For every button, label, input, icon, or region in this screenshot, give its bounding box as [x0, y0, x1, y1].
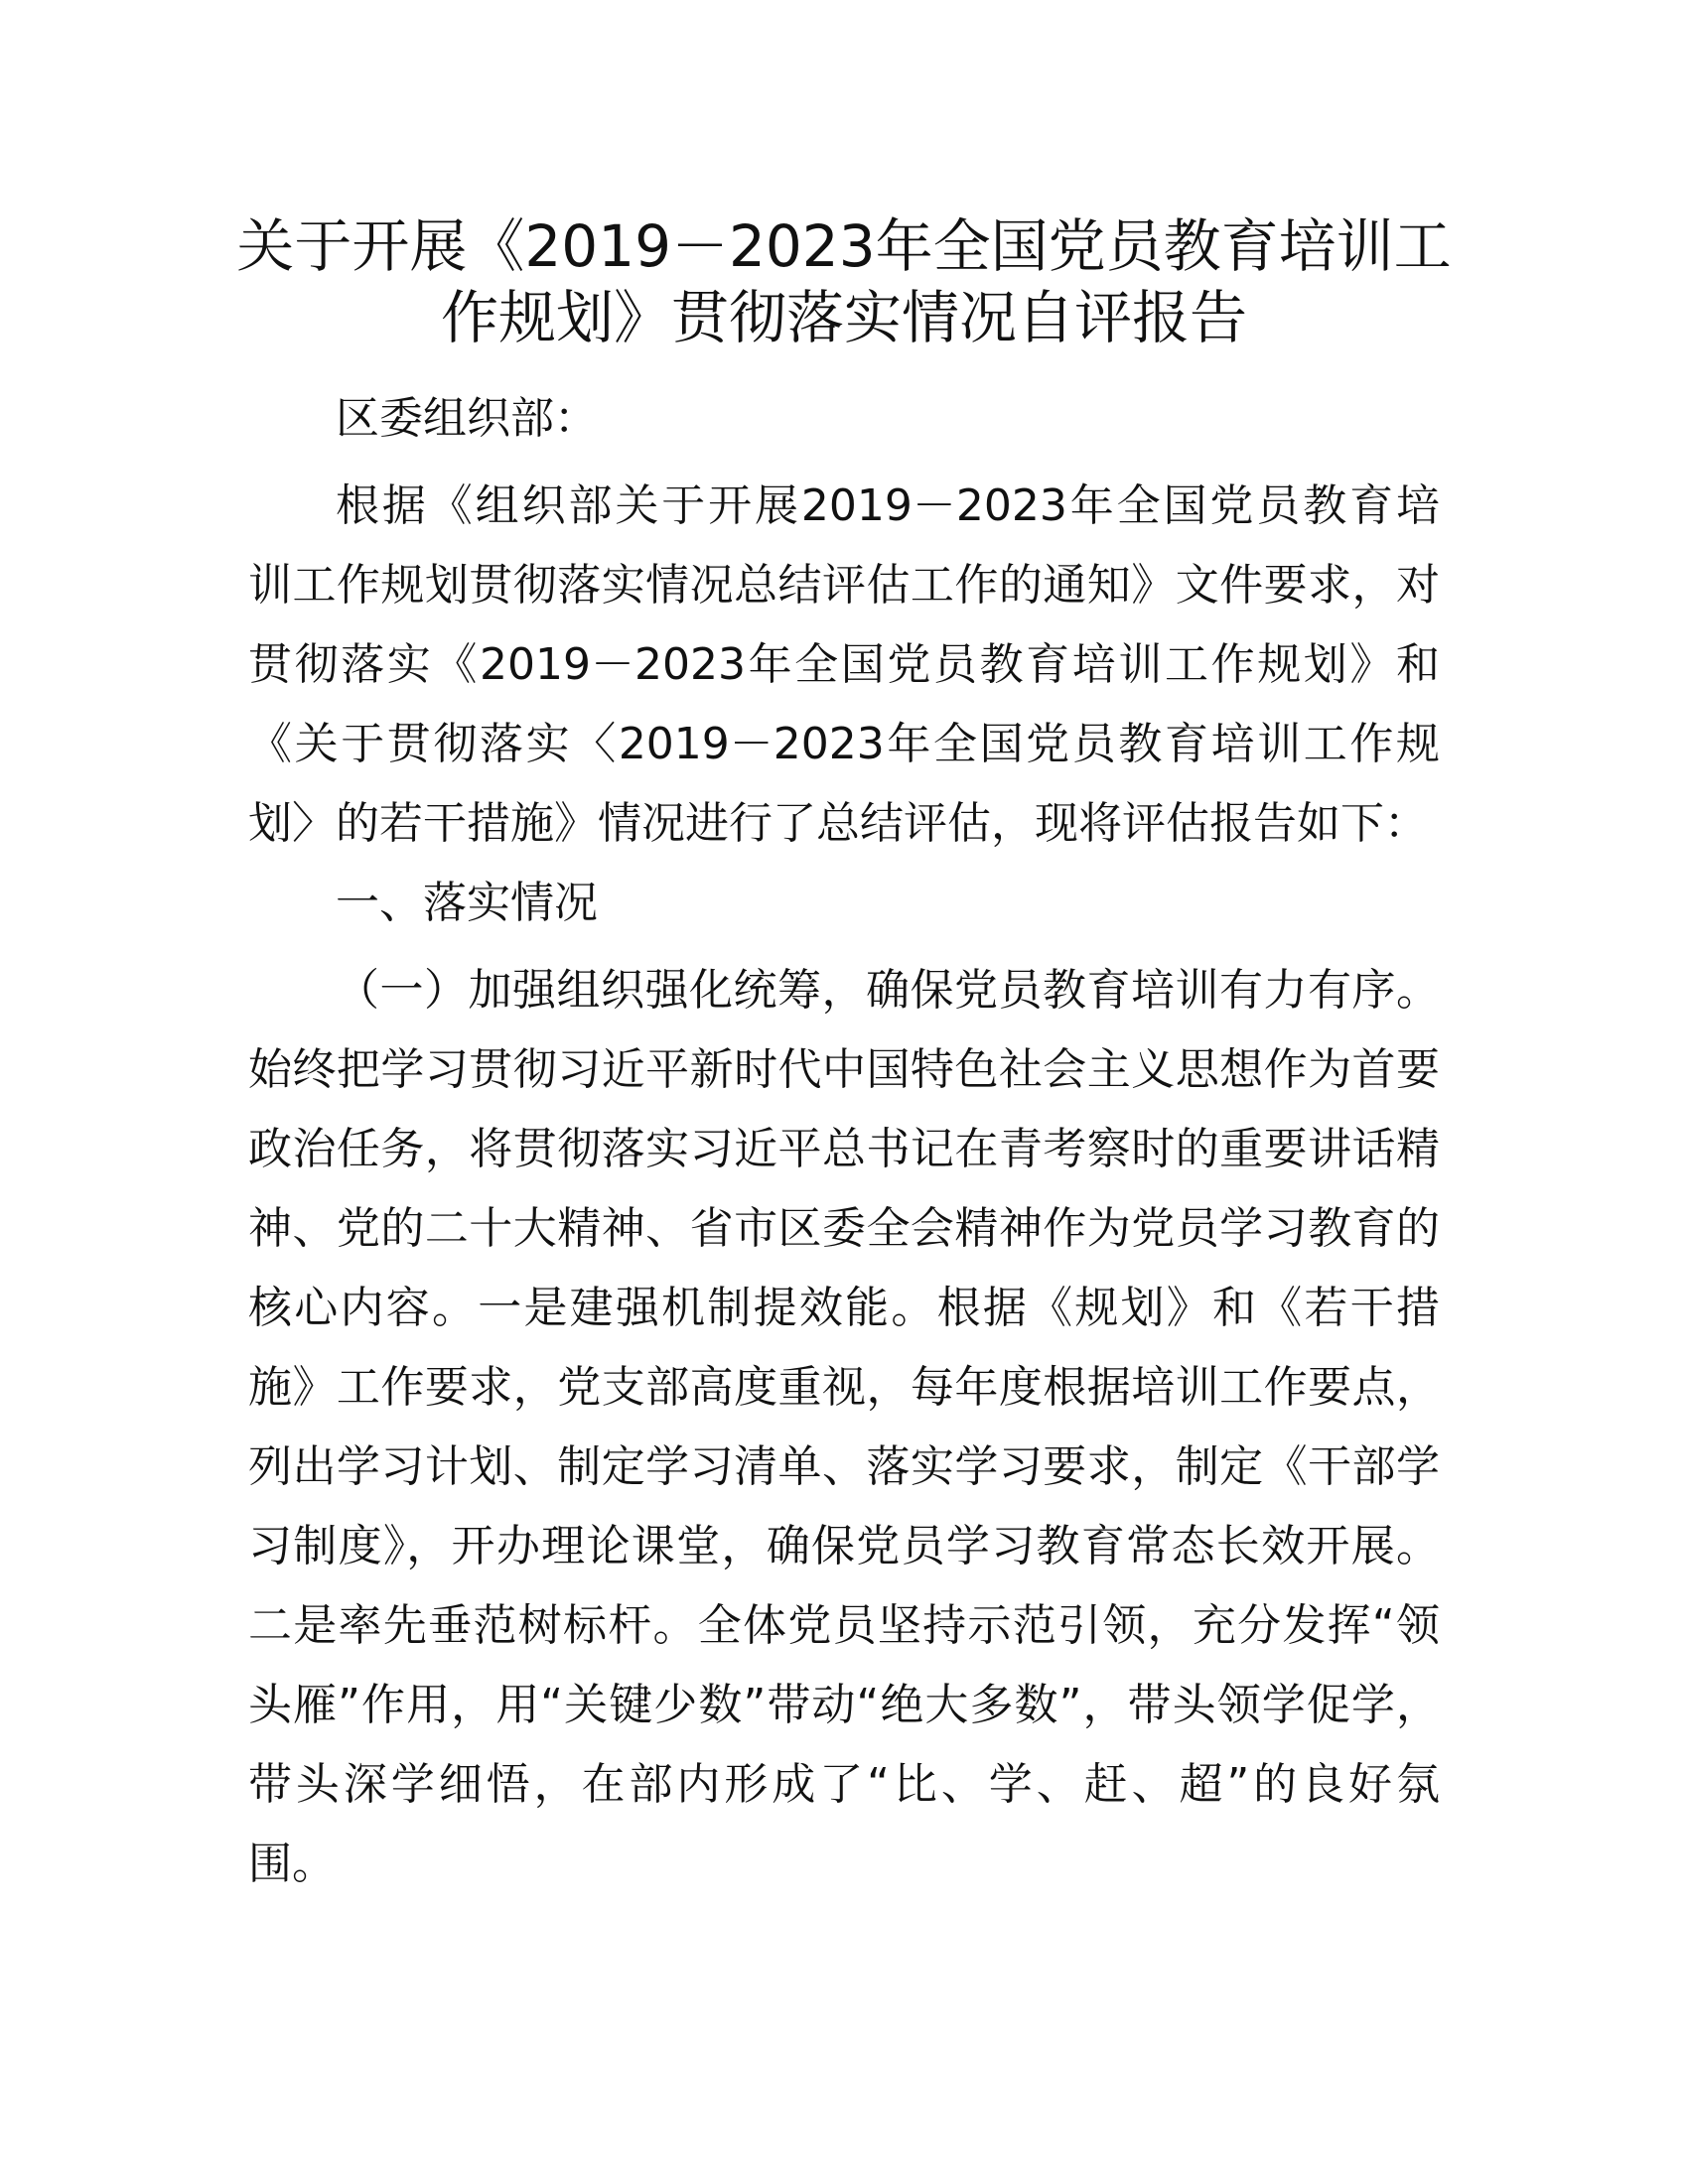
section-body-line-6: 施》工作要求，党支部高度重视，每年度根据培训工作要点，: [248, 1362, 1440, 1413]
document-title-line-2: 作规划》贯彻落实情况自评报告: [440, 284, 1247, 351]
intro-line-1: 根据《组织部关于开展2019－2023年全国党员教育培: [336, 480, 1440, 531]
section-body-line-5: 核心内容。一是建强机制提效能。根据《规划》和《若干措: [248, 1283, 1440, 1333]
addressee: 区委组织部：: [336, 393, 598, 444]
section-body-line-12: 围。: [248, 1839, 336, 1889]
intro-line-3: 贯彻落实《2019－2023年全国党员教育培训工作规划》和: [248, 639, 1440, 690]
section-body-line-7: 列出学习计划、制定学习清单、落实学习要求，制定《干部学: [248, 1441, 1440, 1492]
section-body-line-10: 头雁”作用，用“关键少数”带动“绝大多数”，带头领学促学，: [248, 1680, 1440, 1730]
section-heading: 一、落实情况: [336, 878, 598, 928]
section-body-line-2: 始终把学习贯彻习近平新时代中国特色社会主义思想作为首要: [248, 1044, 1440, 1095]
section-body-line-4: 神、党的二十大精神、省市区委全会精神作为党员学习教育的: [248, 1203, 1440, 1254]
document-title-line-1: 关于开展《2019－2023年全国党员教育培训工: [236, 212, 1452, 280]
intro-line-5: 划〉的若干措施》情况进行了总结评估，现将评估报告如下：: [248, 798, 1428, 849]
section-body-line-8: 习制度》，开办理论课堂，确保党员学习教育常态长效开展。: [248, 1521, 1440, 1571]
intro-line-4: 《关于贯彻落实〈2019－2023年全国党员教育培训工作规: [248, 719, 1440, 769]
section-body-line-9: 二是率先垂范树标杆。全体党员坚持示范引领，充分发挥“领: [248, 1600, 1440, 1651]
section-body-line-1: （一）加强组织强化统筹，确保党员教育培训有力有序。: [336, 965, 1440, 1016]
section-body-line-3: 政治任务，将贯彻落实习近平总书记在青考察时的重要讲话精: [248, 1124, 1440, 1174]
section-body-line-11: 带头深学细悟，在部内形成了“比、学、赶、超”的良好氛: [248, 1759, 1440, 1810]
intro-line-2: 训工作规划贯彻落实情况总结评估工作的通知》文件要求，对: [248, 560, 1440, 611]
